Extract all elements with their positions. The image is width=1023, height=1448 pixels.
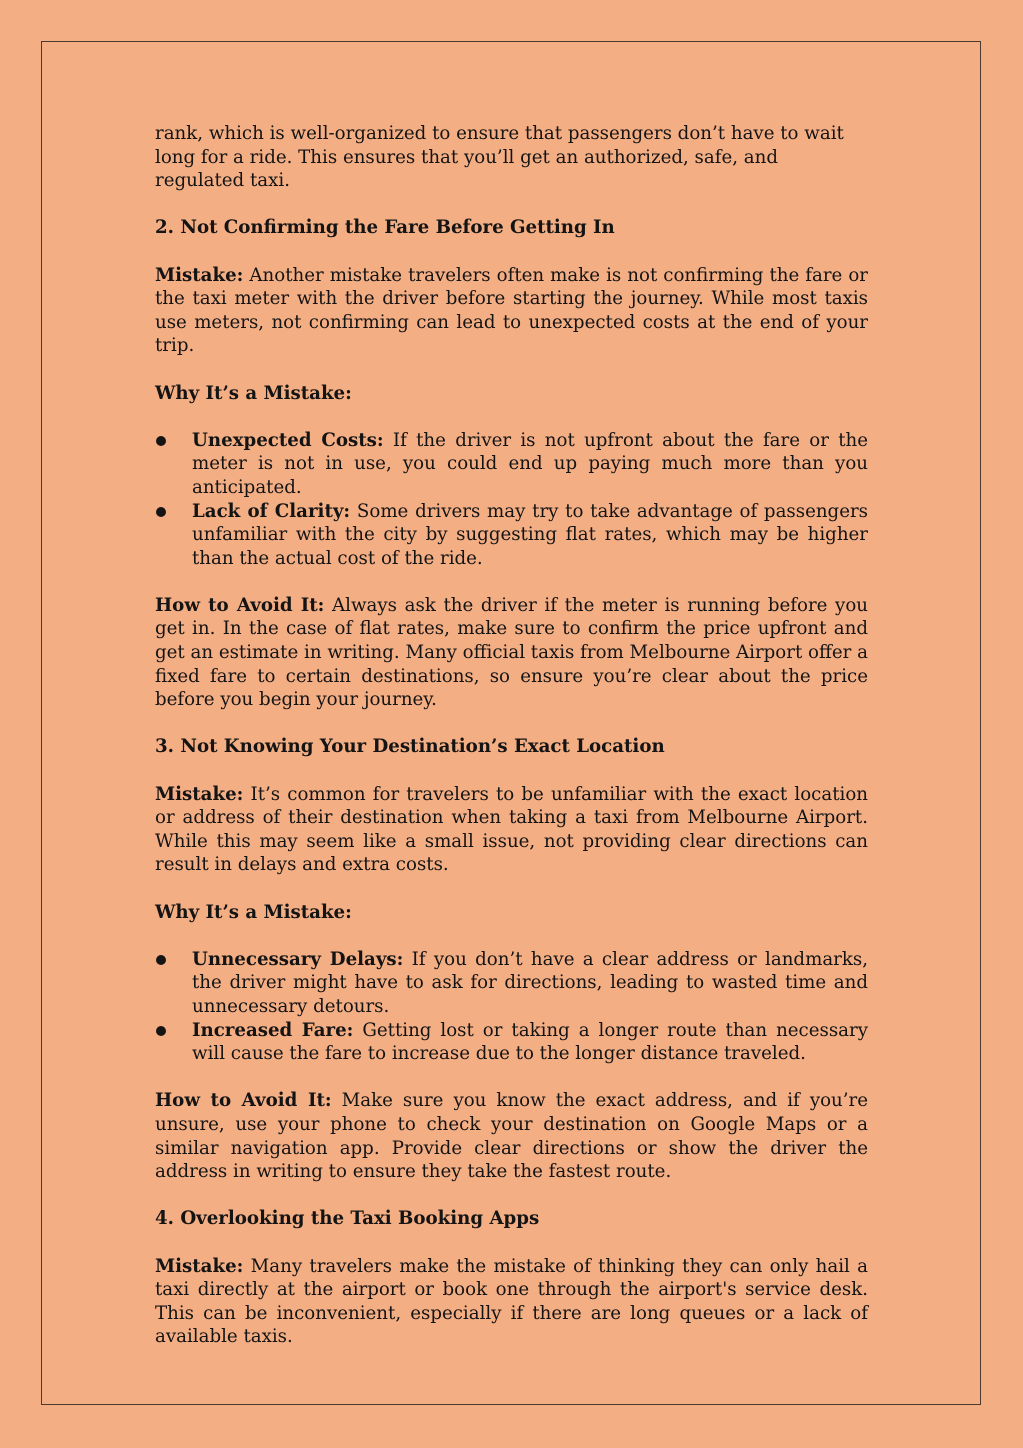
document-body [155,122,868,1372]
bullet-icon [156,507,166,517]
section-3-bullet-list [155,948,868,1066]
bullet-label: Lack of Clarity: [192,500,351,522]
section-4-mistake-paragraph [155,1255,868,1349]
avoid-label: How to Avoid It: [155,1090,332,1112]
section-4-heading: 4. Overlooking the Taxi Booking Apps [155,1208,540,1230]
mistake-label: Mistake: [155,783,244,805]
bullet-label: Increased Fare: [192,1019,354,1041]
mistake-text: Another mistake travelers often make is not confirming the fare or the taxi meter with the driver before starting the journey. While most taxis use meters, not confirming can lead to unexpected costs at the end of your trip. [155,264,868,357]
mistake-text: Many travelers make the mistake of thinking they can only hail a taxi directly at the airport or book one through the airport's service desk. This can be inconvenient, especially if there are long queues or a lack of available taxis. [155,1255,868,1348]
section-2-avoid-paragraph [155,594,868,712]
mistake-label: Mistake: [155,264,244,286]
bullet-text: Getting lost or taking a longer route than necessary will cause the fare to increase due to the longer distance traveled. [192,1019,868,1065]
bullet-text: If the driver is not upfront about the fare or the meter is not in use, you could end up paying much more than you anticipated. [192,429,869,498]
bullet-icon [156,436,166,446]
mistake-label: Mistake: [155,1255,244,1277]
list-item [155,948,868,1019]
list-item [155,500,868,571]
bullet-label: Unexpected Costs: [192,429,384,451]
section-2-heading: 2. Not Confirming the Fare Before Getting In [155,217,615,239]
mistake-text: It’s common for travelers to be unfamiliar with the exact location or address of their destination when taking a taxi from Melbourne Airport. While this may seem like a small issue, not providing clear directions can result in delays and extra costs. [155,783,868,876]
section-3-mistake-paragraph [155,783,868,877]
bullet-text: If you don’t have a clear address or landmarks, the driver might have to ask for directions, leading to wasted time and unnecessary detours. [192,948,868,1017]
bullet-icon [156,955,166,965]
section-3-why-heading: Why It’s a Mistake: [155,901,352,923]
list-item [155,429,868,500]
section-2-why-heading: Why It’s a Mistake: [155,382,352,404]
bullet-label: Unnecessary Delays: [192,948,404,970]
section-3-heading: 3. Not Knowing Your Destination’s Exact Location [155,736,665,758]
bullet-icon [156,1026,166,1036]
intro-paragraph: rank, which is well-organized to ensure that passengers don’t have to wait long for a ride. This ensures that you’ll get an authorized, safe, and regulated taxi. [155,123,844,192]
avoid-text: Always ask the driver if the meter is running before you get in. In the case of flat rates, make sure to confirm the price upfront and get an estimate in writing. Many official taxis from Melbourne Airport offer a fixed fare to certain destinations, so ensure you’re clear about the price before you begin your journey. [155,594,868,711]
section-3-avoid-paragraph [155,1089,868,1183]
list-item [155,1019,868,1066]
section-2-mistake-paragraph [155,264,868,358]
bullet-text: Some drivers may try to take advantage of passengers unfamiliar with the city by suggesting flat rates, which may be higher than the actual cost of the ride. [192,500,868,569]
avoid-label: How to Avoid It: [155,594,325,616]
avoid-text: Make sure you know the exact address, and if you’re unsure, use your phone to check your destination on Google Maps or a similar navigation app. Provide clear directions or show the driver the address in writing to ensure they take the fastest route. [155,1090,868,1183]
section-2-bullet-list [155,429,868,571]
